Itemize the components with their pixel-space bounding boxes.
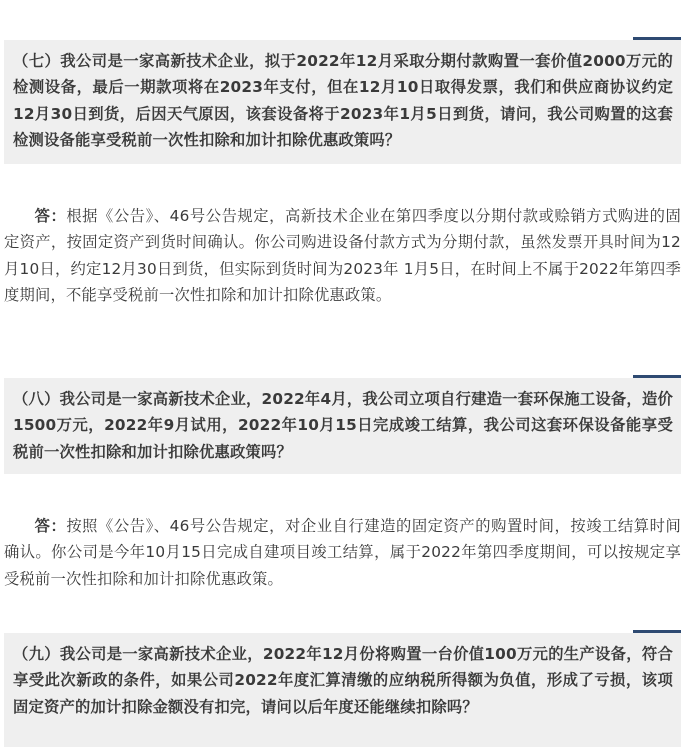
question-block-9: [4, 633, 681, 747]
question-accent-bar: [633, 37, 681, 40]
answer-text-8: 按照《公告》、46号公告规定，对企业自行建造的固定资产的购置时间，按竣工结算时间确认。你公司是今年10月15日完成自建项目竣工结算，属于2022年第四季度期间，可以按规定享受税前一次性扣除和加计扣除优惠政策。: [4, 517, 681, 588]
answer-lead-label: 答：: [34, 207, 67, 225]
answer-lead-label: 答：: [34, 517, 67, 535]
question-block-7: [4, 40, 681, 164]
question-text-8: （八）我公司是一家高新技术企业，2022年4月，我公司立项自行建造一套环保施工设备，造价1500万元，2022年9月试用，2022年10月15日完成竣工结算，我公司这套环保设备能享受税前一次性扣除和加计扣除优惠政策吗？: [13, 390, 673, 461]
answer-paragraph-8: [4, 513, 681, 592]
question-text-9: （九）我公司是一家高新技术企业，2022年12月份将购置一台价值100万元的生产设备，符合享受此次新政的条件，如果公司2022年度汇算清缴的应纳税所得额为负值，形成了亏损，该项固定资产的加计扣除金额没有扣完，请问以后年度还能继续扣除吗？: [13, 645, 673, 716]
question-text-7: （七）我公司是一家高新技术企业，拟于2022年12月采取分期付款购置一套价值2000万元的检测设备，最后一期款项将在2023年支付，但在12月10日取得发票，我们和供应商协议约定12月30日到货，后因天气原因，该套设备将于2023年1月5日到货，请问，我公司购置的这套检测设备能享受税前一次性扣除和加计扣除优惠政策吗？: [13, 52, 673, 149]
question-accent-bar: [633, 630, 681, 633]
question-accent-bar: [633, 375, 681, 378]
question-block-8: [4, 378, 681, 474]
answer-text-7: 根据《公告》、46号公告规定，高新技术企业在第四季度以分期付款或赊销方式购进的固定资产，按固定资产到货时间确认。你公司购进设备付款方式为分期付款，虽然发票开具时间为12月10日，约定12月30日到货，但实际到货时间为2023年 1月5日，在时间上不属于2022年第四季度期间，不能享受税前一次性扣除和加计扣除优惠政策。: [4, 207, 681, 304]
answer-paragraph-7: [4, 203, 681, 308]
